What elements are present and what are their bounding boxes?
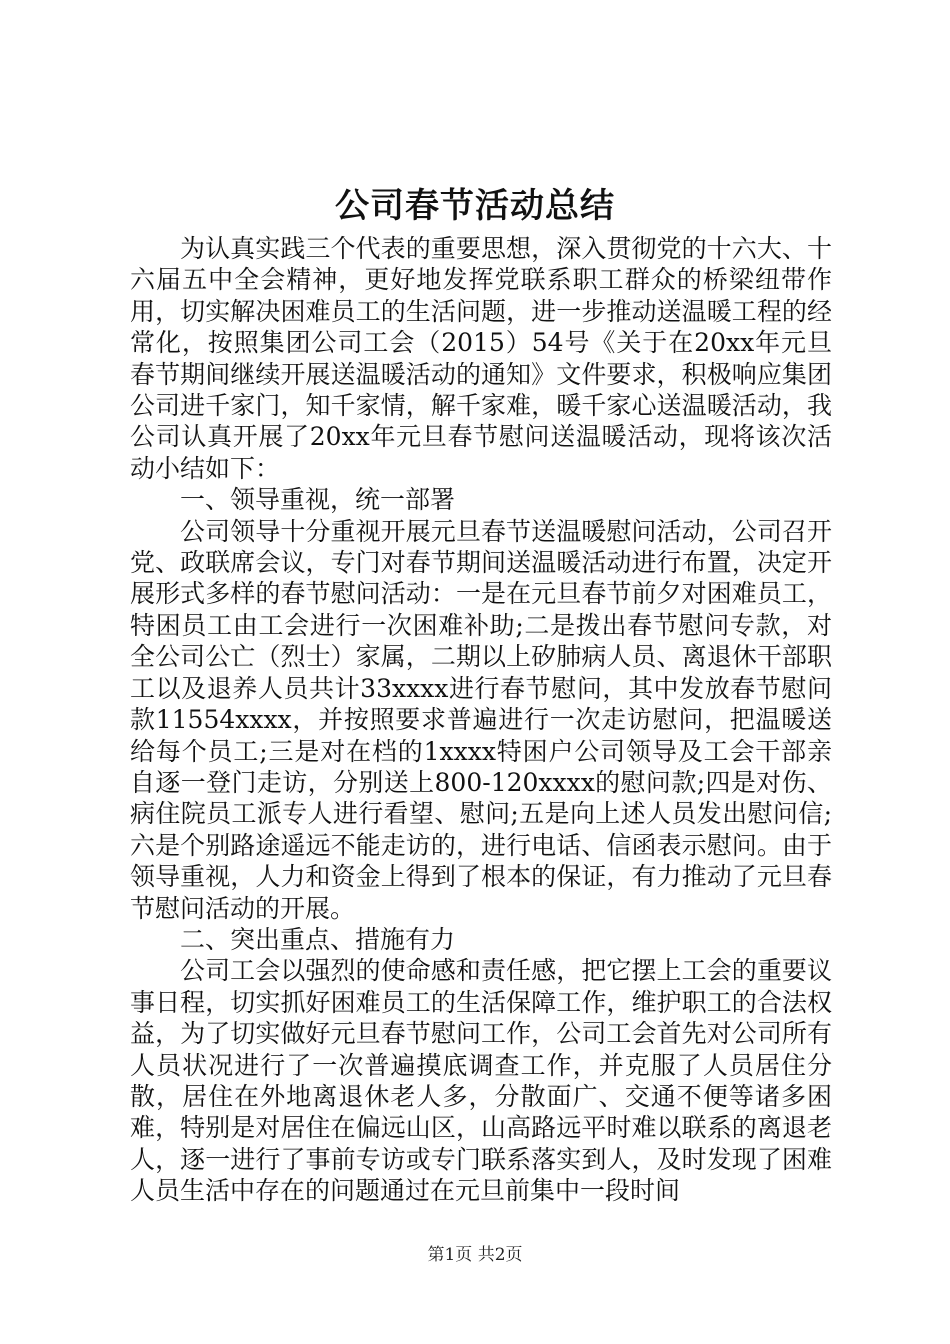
document-title: 公司春节活动总结	[335, 186, 615, 226]
page-footer: 第1页 共2页	[427, 1245, 523, 1265]
section-2-heading: 二、突出重点、措施有力	[180, 924, 456, 954]
section-1-heading: 一、领导重视，统一部署	[180, 485, 456, 515]
document-body	[130, 233, 832, 1207]
section-1-paragraph: 公司领导十分重视开展元旦春节送温暖慰问活动，公司召开党、政联席会议，专门对春节期间送温暖活动进行布置，决定开展形式多样的春节慰问活动：一是在元旦春节前夕对困难员工，特困员工由工会进行一次困难补助;二是拨出春节慰问专款，对全公司公亡（烈士）家属，二期以上矽肺病人员、离退休干部职工以及退养人员共计33xxxx进行春节慰问，其中发放春节慰问款11554xxxx，并按照要求普遍进行一次走访慰问，把温暖送给每个员工;三是对在档的1xxxx特困户公司领导及工会干部亲自逐一登门走访，分别送上800-120xxxx的慰问款;四是对伤、病住院员工派专人进行看望、慰问;五是向上述人员发出慰问信;六是个别路途遥远不能走访的，进行电话、信函表示慰问。由于领导重视，人力和资金上得到了根本的保证，有力推动了元旦春节慰问活动的开展。	[130, 516, 832, 923]
intro-paragraph: 为认真实践三个代表的重要思想，深入贯彻党的十六大、十六届五中全会精神，更好地发挥党联系职工群众的桥梁纽带作用，切实解决困难员工的生活问题，进一步推动送温暖工程的经常化，按照集团公司工会（2015）54号《关于在20xx年元旦春节期间继续开展送温暖活动的通知》文件要求，积极响应集团公司进千家门，知千家情，解千家难，暖千家心送温暖活动，我公司认真开展了20xx年元旦春节慰问送温暖活动，现将该次活动小结如下：	[130, 234, 832, 483]
section-2-paragraph: 公司工会以强烈的使命感和责任感，把它摆上工会的重要议事日程，切实抓好困难员工的生活保障工作，维护职工的合法权益，为了切实做好元旦春节慰问工作，公司工会首先对公司所有人员状况进行了一次普遍摸底调查工作，并克服了人员居住分散，居住在外地离退休老人多，分散面广、交通不便等诸多困难，特别是对居住在偏远山区，山高路远平时难以联系的离退老人，逐一进行了事前专访或专门联系落实到人，及时发现了困难人员生活中存在的问题通过在元旦前集中一段时间	[130, 956, 832, 1206]
